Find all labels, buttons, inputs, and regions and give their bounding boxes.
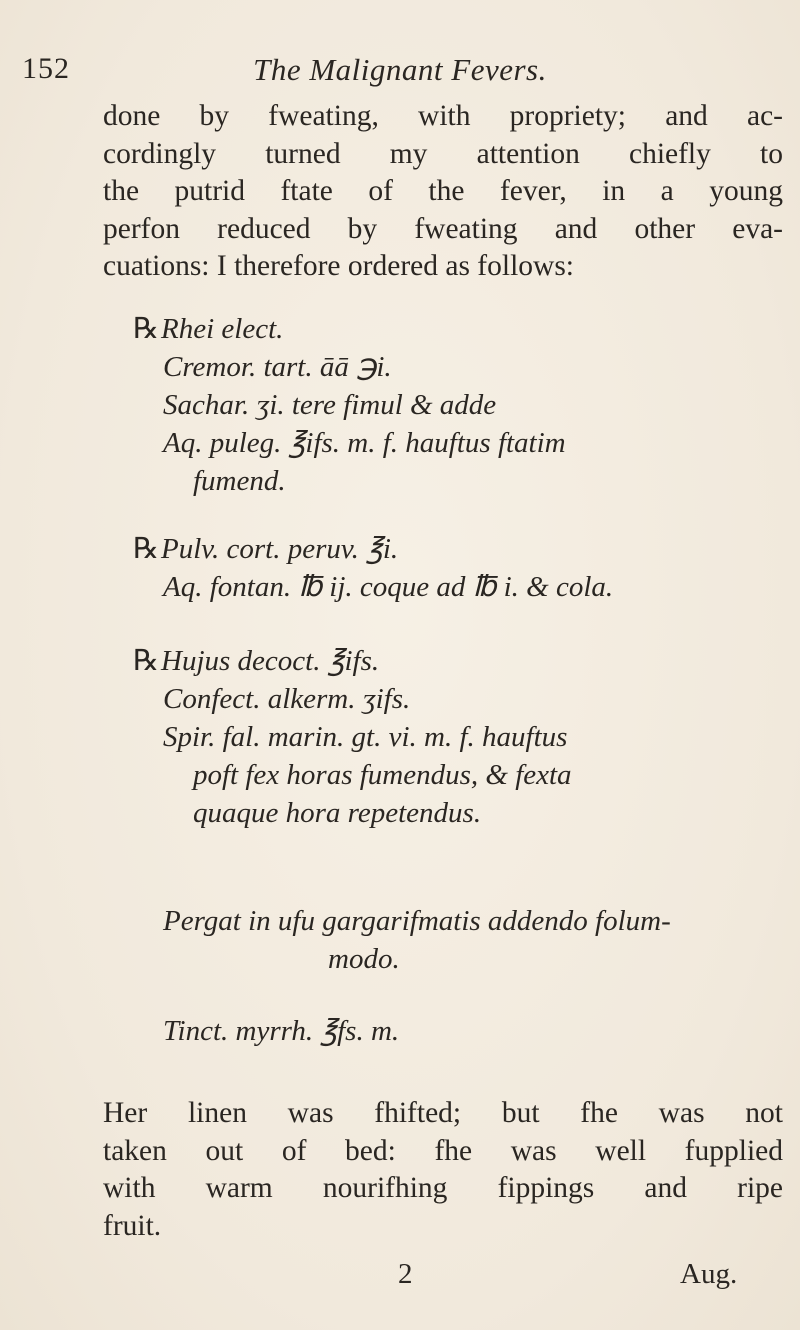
prescription-line: Hujus decoct. ℥ifs. — [161, 645, 380, 677]
text-line: Her linen was fhifted; but fhe was not — [103, 1097, 783, 1129]
text-line: the putrid ftate of the fever, in a young — [103, 175, 783, 207]
prescription-2 — [133, 530, 613, 606]
prescription-3 — [133, 642, 572, 832]
prescription-line: Rhei elect. — [161, 313, 284, 345]
text-line: fruit. — [103, 1209, 162, 1242]
text-line: with warm nourifhing fippings and ripe — [103, 1172, 783, 1204]
prescription-line: Cremor. tart. āā ℈i. — [163, 351, 392, 383]
prescription-line: Spir. fal. marin. gt. vi. m. f. hauftus — [163, 721, 568, 753]
page-header — [0, 52, 800, 102]
prescription-line: Aq. fontan. ℔ ij. coque ad ℔ i. & cola. — [163, 571, 614, 603]
prescription-line: Pulv. cort. peruv. ℥i. — [161, 533, 399, 565]
opening-paragraph — [103, 98, 783, 286]
closing-paragraph — [103, 1095, 783, 1245]
page-footer — [0, 1258, 800, 1298]
prescription-1 — [133, 310, 566, 500]
tincture-line: Tinct. myrrh. ℥fs. m. — [163, 1015, 400, 1047]
prescription-line: fumend. — [193, 465, 286, 497]
running-title: The Malignant Fevers. — [253, 52, 547, 87]
prescription-line: poft fex horas fumendus, & fexta — [193, 759, 572, 791]
page-number: 152 — [22, 52, 70, 85]
recipe-symbol: ℞ — [133, 645, 159, 677]
prescription-line: quaque hora repetendus. — [193, 797, 482, 829]
text-line: perfon reduced by fweating and other eva- — [103, 212, 783, 245]
text-line: taken out of bed: fhe was well fupplied — [103, 1134, 783, 1167]
text-line: cordingly turned my attention chiefly to — [103, 137, 783, 170]
prescription-line: Aq. puleg. ℥ifs. m. f. hauftus ftatim — [163, 427, 566, 459]
instruction-line: Pergat in ufu gargarifmatis addendo folum- — [163, 905, 671, 937]
recipe-symbol: ℞ — [133, 533, 159, 565]
instruction-line: modo. — [328, 942, 400, 975]
prescription-line: Sachar. ʒi. tere fimul & adde — [163, 389, 497, 421]
prescription-line: Confect. alkerm. ʒifs. — [163, 683, 411, 715]
text-line: done by fweating, with propriety; and ac- — [103, 100, 783, 132]
gargle-instruction — [163, 902, 671, 977]
text-line: cuations: I therefore ordered as follows: — [103, 250, 575, 282]
signature-mark: 2 — [398, 1258, 413, 1290]
catchword: Aug. — [680, 1258, 738, 1290]
recipe-symbol: ℞ — [133, 313, 159, 345]
